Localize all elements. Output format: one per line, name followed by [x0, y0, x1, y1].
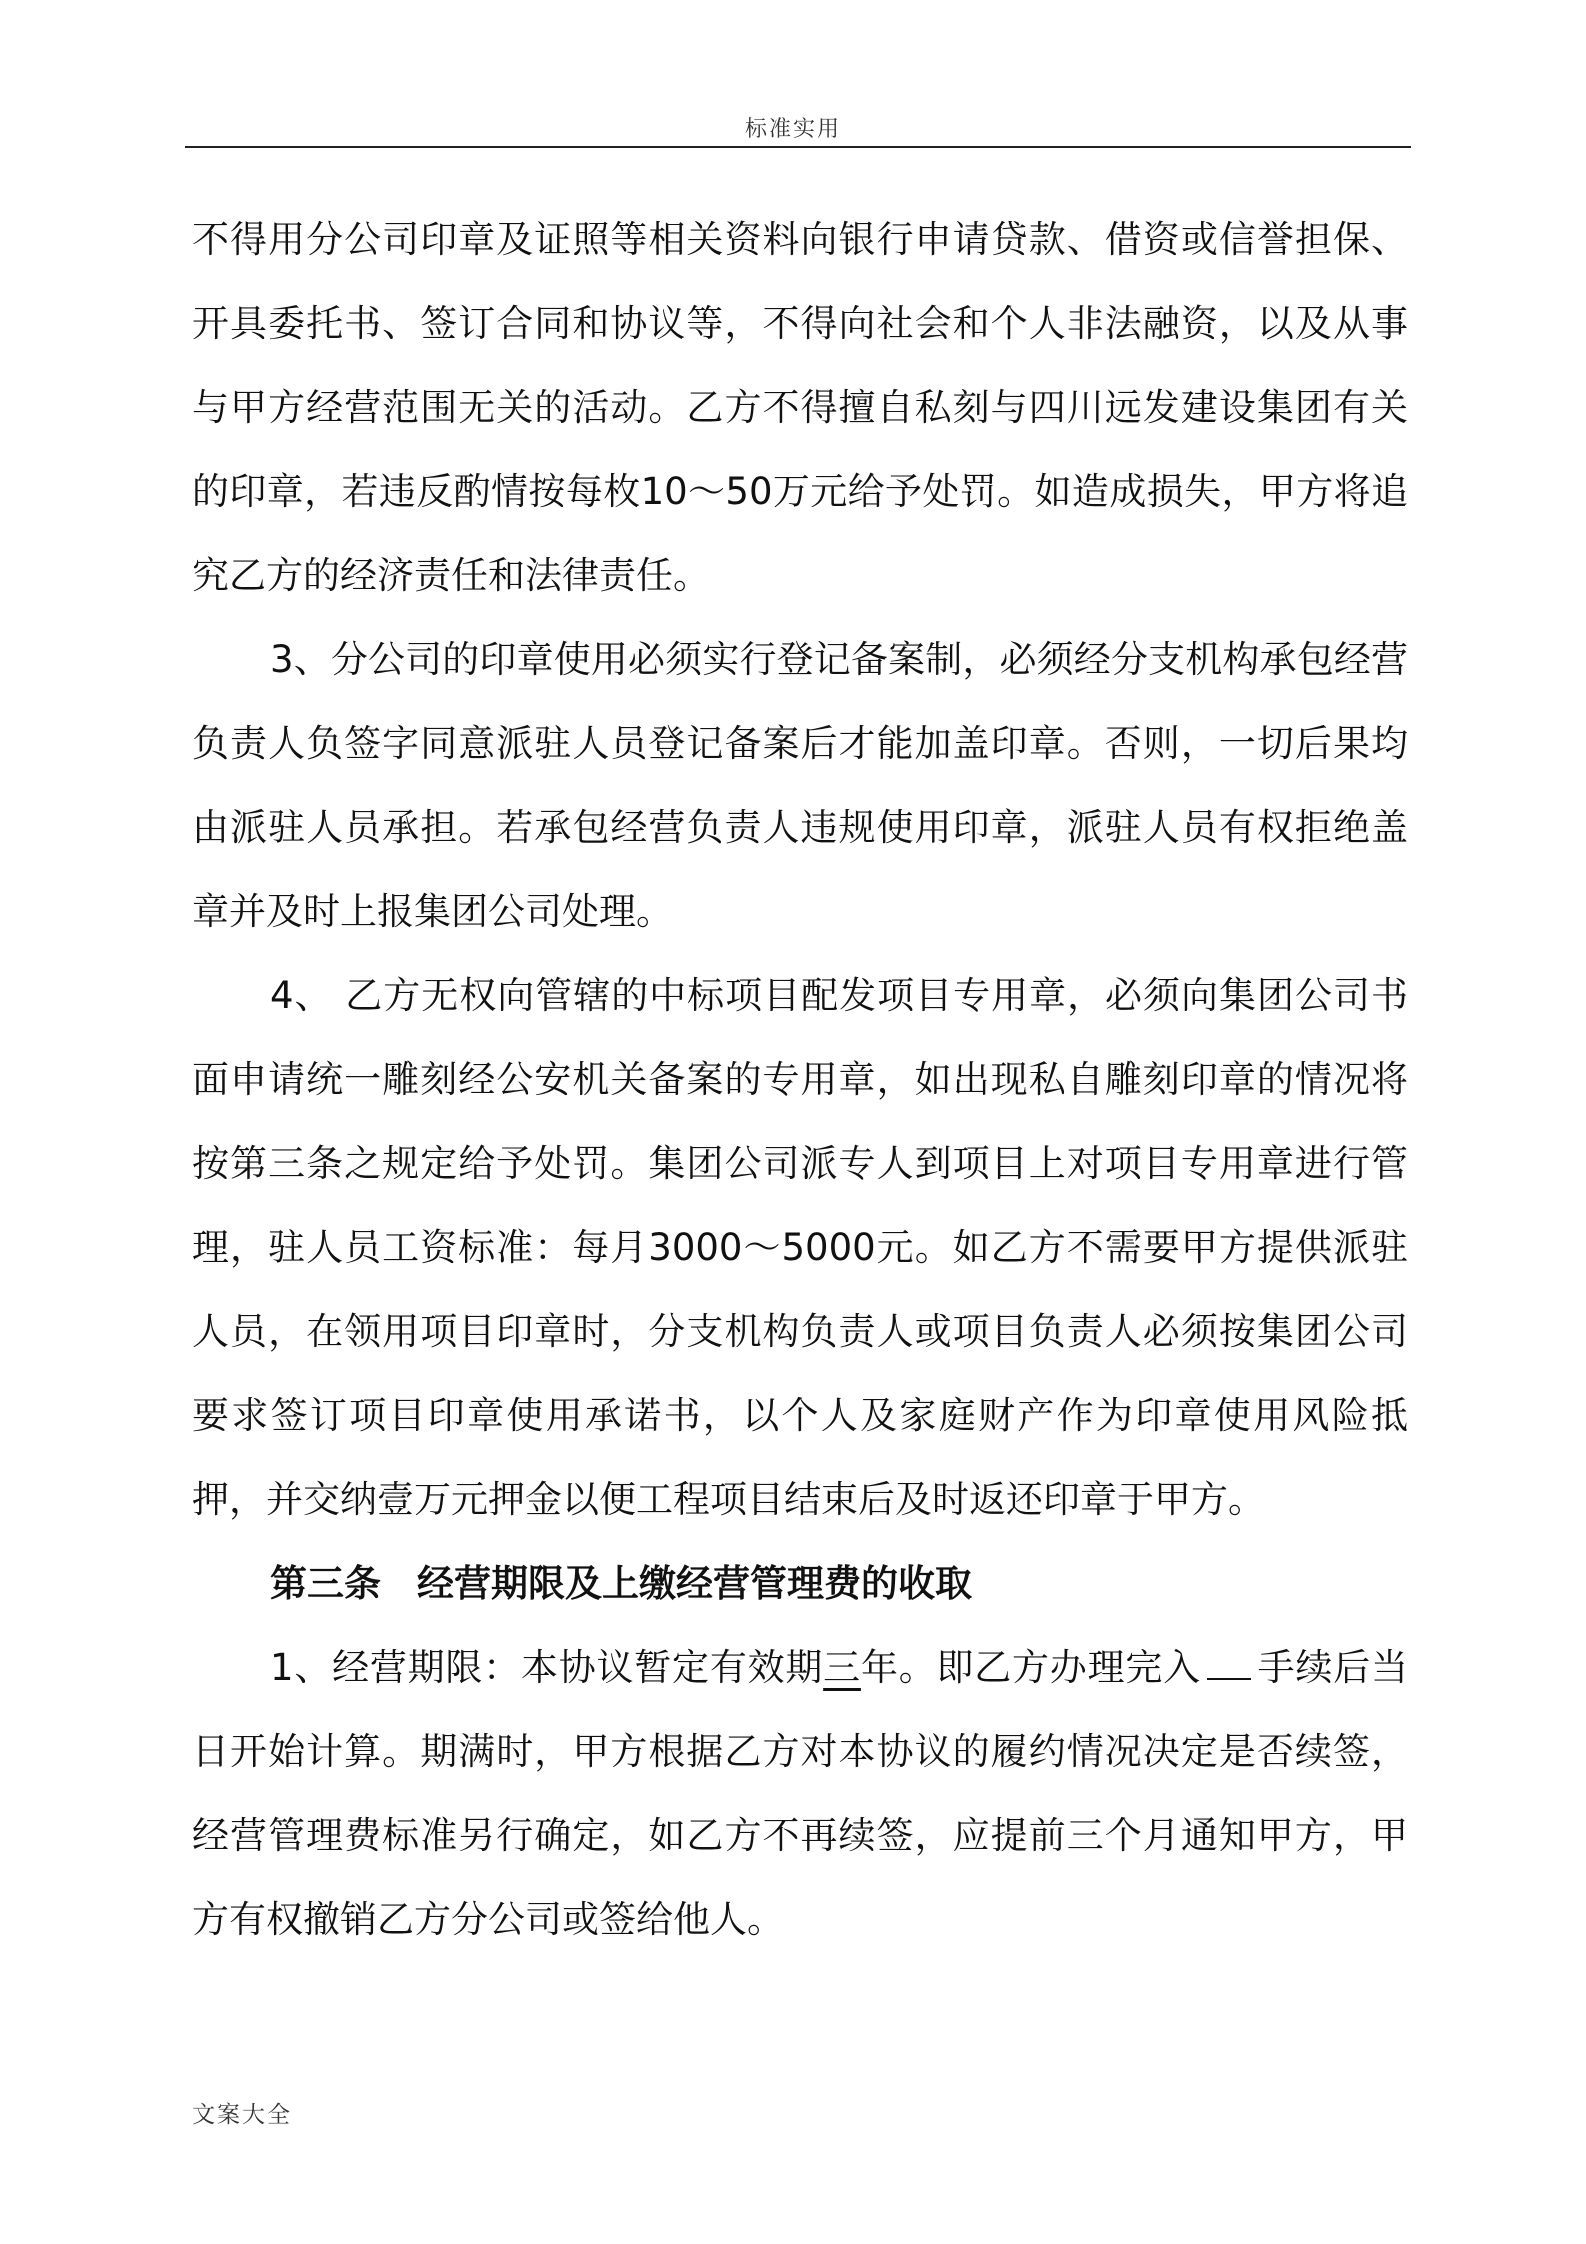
paragraph-seal-registration: 3、分公司的印章使用必须实行登记备案制，必须经分支机构承包经营负责人负签字同意派驻人员登记备案后才能加盖印章。否则，一切后果均由派驻人员承担。若承包经营负责人违规使用印章，派驻人员有权拒绝盖章并及时上报集团公司处理。: [192, 638, 1408, 933]
term-years: 三: [823, 1646, 861, 1689]
document-body: [192, 198, 1408, 1962]
term-lead: 1、经营期限：本协议暂定有效期: [270, 1646, 824, 1689]
header-rule: [185, 146, 1411, 148]
section-title: 经营期限及上缴经营管理费的收取: [417, 1562, 972, 1605]
section-heading: [192, 1542, 1408, 1626]
paragraph-project-seal: 4、 乙方无权向管辖的中标项目配发项目专用章，必须向集团公司书面申请统一雕刻经公安机关备案的专用章，如出现私自雕刻印章的情况将按第三条之规定给予处罚。集团公司派专人到项目上对项目专用章进行管理，驻人员工资标准：每月3000～5000元。如乙方不需要甲方提供派驻人员，在领用项目印章时，分支机构负责人或项目负责人必须按集团公司要求签订项目印章使用承诺书，以个人及家庭财产作为印章使用风险抵押，并交纳壹万元押金以便工程项目结束后及时返还印章于甲方。: [192, 974, 1408, 1521]
page-header: 标准实用: [744, 117, 841, 142]
page-footer: 文案大全: [192, 2102, 292, 2128]
blank-fill-line: [1207, 1644, 1251, 1680]
paragraph-term: [192, 1626, 1408, 1962]
term-tail: 手续后当日开始计算。期满时，甲方根据乙方对本协议的履约情况决定是否续签，经营管理费标准另行确定，如乙方不再续签，应提前三个月通知甲方，甲方有权撤销乙方分公司或签给他人。: [192, 1646, 1409, 1941]
paragraph-seal-restrictions: 不得用分公司印章及证照等相关资料向银行申请贷款、借资或信誉担保、开具委托书、签订合同和协议等，不得向社会和个人非法融资，以及从事与甲方经营范围无关的活动。乙方不得擅自私刻与四川远发建设集团有关的印章，若违反酌情按每枚10～50万元给予处罚。如造成损失，甲方将追究乙方的经济责任和法律责任。: [192, 218, 1408, 597]
section-number: 第三条: [270, 1562, 381, 1605]
term-mid: 年。即乙方办理完入: [860, 1646, 1201, 1689]
